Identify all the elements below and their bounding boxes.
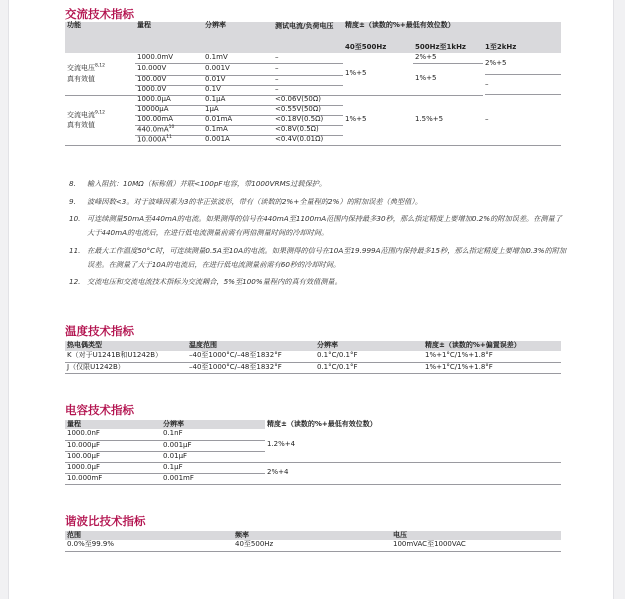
- ac-current-test: <0.06V(50Ω): [273, 95, 343, 105]
- ac-current-resolution: 1μA: [203, 105, 273, 115]
- ac-header-function: 功能: [65, 22, 135, 53]
- cap-cell: 0.001mF: [161, 473, 265, 484]
- thd-spec-table: [65, 531, 561, 552]
- ac-section-title: 交流技术指标: [65, 7, 134, 21]
- ac-voltage-range: 1000.0V: [135, 85, 203, 95]
- ac-voltage-range: 1000.0mV: [135, 53, 203, 63]
- temp-cell: 0.1°C/0.1°F: [315, 362, 423, 373]
- temp-cell: 0.1°C/0.1°F: [315, 351, 423, 362]
- ac-header-freq-1: 40至500Hz: [343, 42, 413, 53]
- ac-header-resolution: 分辨率: [203, 22, 273, 53]
- temp-cell: K（对于U1241B和U1242B）: [65, 351, 187, 362]
- ac-current-range: 100.00mA: [135, 115, 203, 125]
- ac-spec-table: [65, 22, 561, 146]
- temp-header-accuracy: 精度±（读数的%+偏置误差）: [423, 341, 561, 351]
- ac-current-range: $440.0mA^{10}$: [135, 125, 203, 135]
- ac-voltage-test: –: [273, 63, 343, 75]
- temp-cell: J（仅限U1242B）: [65, 362, 187, 373]
- ac-current-resolution: 0.001A: [203, 135, 273, 145]
- temp-spec-table: [65, 341, 561, 374]
- ac-voltage-test: –: [273, 53, 343, 63]
- ac-voltage-accuracy-3: 2%+5 –: [483, 53, 561, 95]
- footnote: 8. 输入阻抗：10MΩ（标称值）并联<100pF电容，带1000VRMS过载保护。: [69, 179, 327, 188]
- ac-header-freq-2: 500Hz至1kHz: [413, 42, 483, 53]
- temp-header-type: 热电偶类型: [65, 341, 187, 351]
- thd-header-frequency: 频率: [233, 531, 391, 540]
- temp-cell: 1%+1°C/1%+1.8°F: [423, 351, 561, 362]
- footnotes: [69, 177, 569, 289]
- ac-header-test-current: 测试电流/负荷电压: [273, 22, 343, 53]
- ac-voltage-range: 100.00V: [135, 75, 203, 85]
- cap-cell: 10.000mF: [65, 473, 161, 484]
- temp-cell: –40至1000°C/–48至1832°F: [187, 362, 315, 373]
- thd-header-voltage: 电压: [391, 531, 561, 540]
- ac-voltage-resolution: 0.1V: [203, 85, 273, 95]
- ac-header-freq-3: 1至2kHz: [483, 42, 561, 53]
- temp-cell: 1%+1°C/1%+1.8°F: [423, 362, 561, 373]
- cap-accuracy-1: 1.2%+4: [265, 429, 561, 462]
- ac-current-function: 交流电流$^{9,12}$ 真有效值: [65, 95, 135, 145]
- thd-cell: 0.0%至99.9%: [65, 540, 233, 551]
- ac-voltage-test: –: [273, 75, 343, 85]
- cap-spec-table: [65, 420, 561, 485]
- cap-cell: 10.000μF: [65, 440, 161, 451]
- ac-current-accuracy-2: 1.5%+5: [413, 95, 483, 145]
- footnote: 10. 可连续测量50mA至440mA的电流。如果测得的信号在440mA至1100mA范围内保持最多30秒，那么指定精度上要增加0.2%的附加误差。在测量了大于440mA的电流后，在进行低电流测量前需有两倍测量时间的冷却时间。: [69, 214, 562, 238]
- temp-header-range: 温度范围: [187, 341, 315, 351]
- ac-current-test: <0.55V(50Ω): [273, 105, 343, 115]
- ac-voltage-function: 交流电压$^{8,12}$ 真有效值: [65, 53, 135, 95]
- cap-header-range: 量程: [65, 420, 161, 429]
- thd-cell: 100mVAC至1000VAC: [391, 540, 561, 551]
- cap-header-accuracy: 精度±（读数的%+最低有效位数）: [265, 420, 561, 429]
- cap-accuracy-2: 2%+4: [265, 462, 561, 484]
- cap-cell: 1000.0nF: [65, 429, 161, 440]
- ac-current-accuracy-3: –: [483, 95, 561, 145]
- cap-cell: 0.1nF: [161, 429, 265, 440]
- ac-current-test: <0.4V(0.01Ω): [273, 135, 343, 145]
- temp-cell: –40至1000°C/–48至1832°F: [187, 351, 315, 362]
- cap-cell: 100.00μF: [65, 451, 161, 462]
- ac-voltage-resolution: 0.1mV: [203, 53, 273, 63]
- ac-voltage-resolution: 0.01V: [203, 75, 273, 85]
- cap-cell: 0.001μF: [161, 440, 265, 451]
- temp-header-resolution: 分辨率: [315, 341, 423, 351]
- ac-voltage-resolution: 0.001V: [203, 63, 273, 75]
- ac-current-resolution: 0.1mA: [203, 125, 273, 135]
- ac-current-test: <0.18V(0.5Ω): [273, 115, 343, 125]
- ac-current-test: <0.8V(0.5Ω): [273, 125, 343, 135]
- ac-header-range: 量程: [135, 22, 203, 53]
- ac-header-accuracy: 精度±（读数的%+最低有效位数）: [343, 22, 561, 42]
- ac-current-resolution: 0.1μA: [203, 95, 273, 105]
- ac-voltage-accuracy-2a: 2%+5: [413, 53, 483, 63]
- cap-section-title: 电容技术指标: [65, 403, 134, 417]
- thd-section-title: 谐波比技术指标: [65, 514, 146, 528]
- ac-current-range: 10000μA: [135, 105, 203, 115]
- ac-voltage-range: 10.000V: [135, 63, 203, 75]
- ac-voltage-accuracy-2b: 1%+5: [413, 63, 483, 95]
- thd-header-range: 范围: [65, 531, 233, 540]
- ac-current-resolution: 0.01mA: [203, 115, 273, 125]
- footnote: 12. 交流电压和交流电流技术指标为交流耦合，5%至100%量程内的真有效值测量。: [69, 277, 342, 287]
- temp-section-title: 温度技术指标: [65, 324, 134, 338]
- cap-cell: 0.01μF: [161, 451, 265, 462]
- ac-current-accuracy-1: 1%+5: [343, 95, 413, 145]
- cap-cell: 0.1μF: [161, 462, 265, 473]
- ac-voltage-test: –: [273, 85, 343, 95]
- footnote: 9. 波峰因数<3。对于波峰因素为3的非正弦波形，带有（读数的2%+全量程的2%）的附加误差（典型值）。: [69, 196, 423, 206]
- cap-cell: 1000.0μF: [65, 462, 161, 473]
- ac-current-range: $10.000A^{11}$: [135, 135, 203, 145]
- thd-cell: 40至500Hz: [233, 540, 391, 551]
- ac-current-range: 1000.0μA: [135, 95, 203, 105]
- ac-voltage-accuracy-1: 1%+5: [343, 53, 413, 95]
- cap-header-resolution: 分辨率: [161, 420, 265, 429]
- document-page: [8, 0, 614, 599]
- footnote: 11. 在最大工作温度50°C时，可连续测量0.5A至10A的电流。如果测得的信号在10A至19.999A范围内保持最多15秒，那么指定精度上要增加0.3%的附加误差。在测量了大于10A的电流后，在进行低电流测量前需有60秒的冷却时间。: [69, 245, 567, 269]
